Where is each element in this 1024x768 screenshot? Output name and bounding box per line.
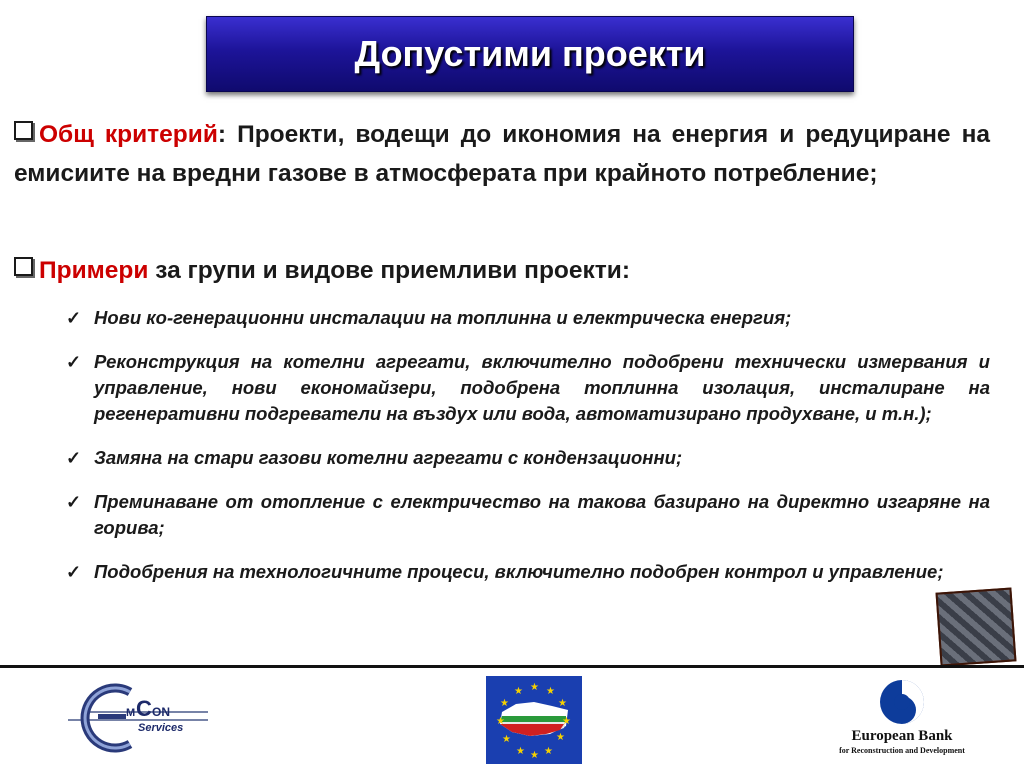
emcon-c-text: C: [136, 696, 152, 721]
criterion-colon: :: [217, 121, 227, 148]
list-item: [66, 305, 990, 331]
checkmark-icon: ✓: [66, 352, 82, 372]
checkmark-icon: ✓: [66, 308, 82, 328]
list-item-text: Подобрения на технологичните процеси, включително подобрен контрол и управление;: [94, 561, 944, 582]
checkmark-icon: ✓: [66, 448, 82, 468]
list-item-text: Замяна на стари газови котелни агрегати с кондензационни;: [94, 447, 683, 468]
emcon-logo: [68, 682, 213, 754]
svg-text:★: ★: [500, 698, 509, 709]
list-item-text: Преминаване от отопление с електричество на такова базирано на директно изгаряне на горива;: [94, 491, 990, 538]
checkmark-icon: ✓: [66, 492, 82, 512]
gears-puzzle-image: [936, 587, 1017, 666]
ebrd-emblem-icon: [876, 676, 928, 728]
svg-text:★: ★: [502, 734, 511, 745]
criterion-label: Общ критерий: [39, 121, 218, 148]
checkbox-bullet-icon: [14, 257, 33, 276]
checkmark-icon: ✓: [66, 562, 82, 582]
svg-text:★: ★: [556, 732, 565, 743]
svg-text:★: ★: [544, 746, 553, 757]
list-item: [66, 559, 990, 585]
svg-text:★: ★: [558, 698, 567, 709]
ebrd-name: European Bank: [851, 728, 953, 744]
svg-text:★: ★: [546, 686, 555, 697]
list-item-text: Нови ко-генерационни инсталации на топлинна и електрическа енергия;: [94, 307, 792, 328]
emcon-on-text: ON: [152, 705, 170, 719]
list-item: [66, 489, 990, 541]
title-banner: [206, 16, 854, 92]
criterion-paragraph: [14, 115, 990, 193]
examples-text: за групи и видове приемливи проекти:: [148, 257, 630, 284]
svg-text:★: ★: [514, 686, 523, 697]
examples-label: Примери: [39, 257, 149, 284]
ebrd-logo: [812, 676, 992, 762]
svg-text:★: ★: [562, 716, 571, 727]
checkbox-bullet-icon: [14, 121, 33, 140]
svg-text:★: ★: [530, 750, 539, 761]
list-item: [66, 445, 990, 471]
eu-bulgaria-logo: [486, 676, 582, 764]
list-item-text: Реконструкция на котелни агрегати, включително подобрени технически измервания и управление, нови економайзери, подобрена топлинна изолация, инсталиране на регенеративни подгреватели на въздух или вода, автоматизирано продухване, и т.н.);: [94, 351, 990, 424]
criterion-text: Проекти, водещи до икономия на енергия и редуциране на емисиите на вредни газове в атмосферата при крайното потребление;: [14, 121, 990, 187]
footer-divider: [0, 665, 1024, 668]
emcon-m-text: M: [126, 707, 136, 719]
examples-list: [66, 305, 990, 603]
svg-text:★: ★: [530, 682, 539, 693]
svg-text:★: ★: [516, 746, 525, 757]
svg-text:★: ★: [496, 716, 505, 727]
ebrd-subtitle: for Reconstruction and Development: [839, 746, 965, 755]
page-title: Допустими проекти: [354, 33, 706, 74]
emcon-services-text: Services: [138, 722, 184, 734]
list-item: [66, 349, 990, 427]
examples-heading: [14, 257, 630, 285]
